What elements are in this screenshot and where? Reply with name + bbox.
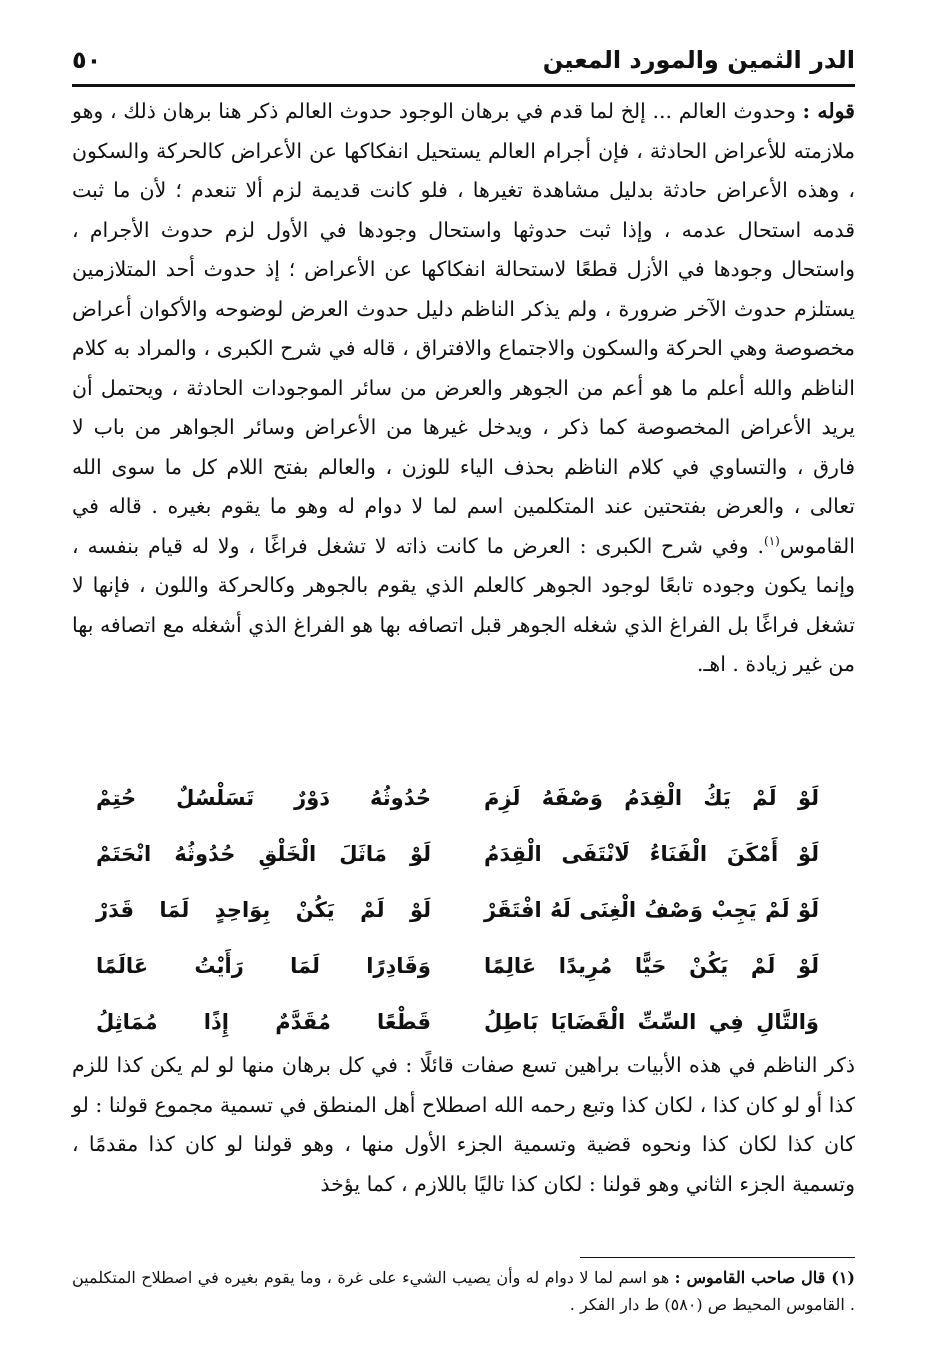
verse-second-hemistich: لَوْ لَمْ يَكُنْ بِوَاحِدٍ لَمَا قَدَرْ — [96, 898, 431, 922]
paragraph-1-tail: . وفي شرح الكبرى : العرض ما كانت ذاته لا تشغل فراغًا ، ولا له قيام بنفسه ، وإنما يكون وجوده تابعًا لوجود الجوهر كالعلم الذي يقوم بالجوهر وكالحركة واللون ، فإنها لا تشغل فراغًا بل الفراغ الذي شغله الجوهر قبل اتصافه بها هو الفراغ الذي أشغله مع اتصافه بها من غير زيادة . اهـ. — [72, 533, 855, 676]
page-number: ٥٠ — [72, 46, 102, 74]
header-rule — [72, 84, 855, 87]
poem-verses — [96, 770, 819, 1050]
running-header — [72, 40, 855, 80]
verse-second-hemistich: حُدُوثُهُ دَوْرٌ تَسَلْسُلٌ حُتِمْ — [96, 786, 431, 810]
footnote — [72, 1264, 855, 1318]
lead-word: قوله : — [802, 99, 855, 123]
verse-row — [96, 882, 819, 938]
paragraph-1-text: وحدوث العالم ... إلخ لما قدم في برهان الوجود حدوث العالم ذكر هنا برهان ذلك ، وهو ملازمته للأعراض الحادثة ، فإن أجرام العالم يستحيل انفكاكها عن الأعراض كالحركة والسكون ، وهذه الأعراض حادثة بدليل مشاهدة تغيرها ، فلو كانت قديمة لزم ألا تنعدم ؛ لأن ما ثبت قدمه استحال عدمه ، وإذا ثبت حدوثها واستحال وجودها في الأول لزم حدوث الأجرام ، واستحال وجودها في الأزل قطعًا لاستحالة انفكاكها عن الأعراض ؛ إذ حدوث أحد المتلازمين يستلزم حدوث الآخر ضرورة ، ولم يذكر الناظم دليل حدوث العرض لوضوحه والأكوان أعراض مخصوصة وهي الحركة والسكون والاجتماع والافتراق ، قاله في شرح الكبرى ، والمراد به كلام الناظم والله أعلم ما هو أعم من الجوهر والعرض من سائر الموجودات الحادثة ، ويحتمل أن يريد الأعراض المخصوصة كما ذكر ، ويدخل غيرها من الأعراض وسائر الجواهر من باب لا فارق ، والتساوي في كلام الناظم بحذف الياء للوزن ، والعالم بفتح اللام كل ما سوى الله تعالى ، والعرض بفتحتين عند المتكلمين اسم لما لا دوام له وهو ما يقوم بغيره . قاله في القاموس — [72, 99, 855, 558]
verse-first-hemistich: لَوْ أَمْكَنَ الْفَنَاءُ لَانْتَفَى الْقِدَمُ — [484, 842, 819, 866]
paragraph-1 — [72, 92, 855, 685]
verse-first-hemistich: وَالتَّالِ فِي السِّتِّ الْقَضَايَا بَاطِلُ — [484, 1010, 819, 1034]
verse-second-hemistich: لَوْ مَاثَلَ الْخَلْقِ حُدُوثُهُ انْحَتَمْ — [96, 842, 431, 866]
footnote-1 — [72, 1264, 855, 1318]
verse-row — [96, 938, 819, 994]
main-text — [72, 92, 855, 685]
footnote-rule — [580, 1257, 855, 1258]
verse-row — [96, 994, 819, 1050]
verse-row — [96, 826, 819, 882]
footnote-label: (١) قال صاحب القاموس : — [674, 1268, 855, 1287]
commentary-text — [72, 1046, 855, 1204]
verse-first-hemistich: لَوْ لَمْ يَكُ الْقِدَمُ وَصْفَهُ لَزِمَ — [484, 786, 819, 810]
footnote-marker: (١) — [764, 533, 780, 548]
verse-first-hemistich: لَوْ لَمْ يَجِبْ وَصْفُ الْغِنَى لَهُ افْتَقَرْ — [484, 898, 819, 922]
verse-row — [96, 770, 819, 826]
book-title: الدر الثمين والمورد المعين — [542, 46, 855, 74]
footnote-text: هو اسم لما لا دوام له وأن يصيب الشيء على غرة ، وما يقوم بغيره في اصطلاح المتكلمين . القاموس المحيط ص (٥٨٠) ط دار الفكر . — [72, 1268, 855, 1314]
verse-second-hemistich: قَطْعًا مُقَدَّمٌ إِذًا مُمَاثِلُ — [96, 1010, 431, 1034]
paragraph-2: ذكر الناظم في هذه الأبيات براهين تسع صفات قائلًا : في كل برهان منها لو لم يكن كذا للزم كذا أو لو كان كذا ، لكان كذا وتبع رحمه الله اصطلاح أهل المنطق في تسمية مجموع قولنا : لو كان كذا لكان كذا ونحوه قضية وتسمية الجزء الأول منها ، وهو قولنا لو كان كذا مقدمًا ، وتسمية الجزء الثاني وهو قولنا : لكان كذا تاليًا باللازم ، كما يؤخذ — [72, 1053, 855, 1196]
verse-first-hemistich: لَوْ لَمْ يَكُنْ حَيًّا مُرِيدًا عَالِمًا — [484, 954, 819, 978]
verse-second-hemistich: وَقَادِرًا لَمَا رَأَيْتُ عَالَمًا — [96, 954, 431, 978]
